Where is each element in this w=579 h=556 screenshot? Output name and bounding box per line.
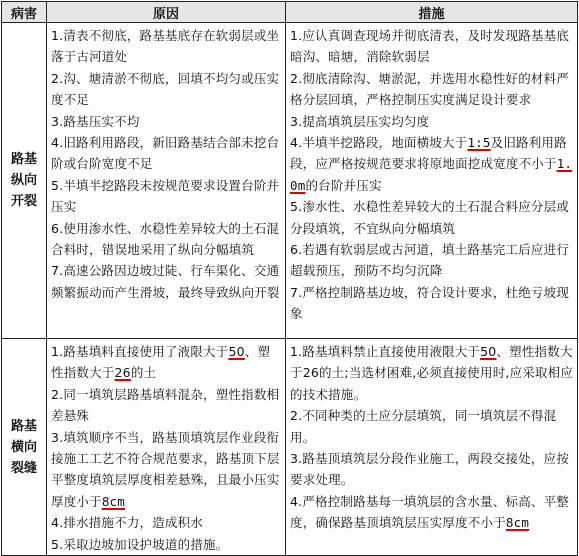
measure-item: 7.严格控制路基边坡，符合设计要求，杜绝亏坡现象 — [290, 284, 570, 322]
cause-text: 3.填筑顺序不当，路基顶填筑层作业段衔接施工工艺不符合规范要求，路基顶下层平整度填筑层厚度相差悬殊，且最小压实厚度小于 — [51, 429, 280, 509]
category-label: 路基横向裂缝 — [10, 418, 37, 476]
table-row — [2, 23, 578, 339]
cause-text: 1.路基填料直接使用了液限大于 — [51, 344, 229, 359]
cause-item: 4.排水措施不力，造成积水 — [51, 515, 204, 531]
header-cause: 原因 — [47, 2, 286, 23]
step-width-value: 1.0m — [290, 156, 573, 193]
min-thickness-value: 8cm — [505, 515, 530, 531]
slope-value: 1:5 — [467, 135, 491, 151]
cause-item: 3.路基压实不均 — [51, 113, 140, 129]
liquid-limit-value: 50 — [228, 344, 245, 359]
measure-item — [290, 132, 574, 196]
measure-text: 、塑性指数大于26的土;当选材困难,必须直接使用时,应采取相应的技术措施。 — [290, 344, 574, 402]
disease-measures-table — [1, 1, 578, 556]
liquid-limit-value: 50 — [480, 344, 497, 359]
cause-item: 4.旧路利用路段，新旧路基结合部未挖台阶或台阶宽度不足 — [51, 135, 280, 172]
header-row — [2, 2, 578, 23]
measure-item: 5.渗水性、水稳性差异较大的土石混合料应分层或分段填筑，不宜纵向分幅填筑 — [290, 199, 570, 236]
min-thickness-value: 8cm — [101, 493, 125, 509]
measure-text: 4.半填半挖路段，地面横坡大于 — [290, 135, 468, 151]
cause-item: 6.使用渗水性、水稳性差异较大的土石混合料时，错误地采用了纵向分幅填筑 — [51, 220, 280, 258]
measure-cell — [286, 339, 578, 556]
cause-item: 2.同一填筑层路基填料混杂，塑性指数相差悬殊 — [51, 386, 280, 424]
plasticity-index-value: 26 — [114, 365, 131, 381]
cause-text: 、塑性指数大于 — [51, 344, 271, 381]
measure-cell — [286, 23, 578, 339]
measure-item: 3.路基顶填筑层分段作业施工，两段交接处，应按要求处理。 — [290, 451, 570, 488]
header-category: 病害 — [2, 2, 47, 23]
measure-text: 的台阶并压实 — [305, 177, 382, 193]
cause-item: 5.半填半挖路段未按规范要求设置台阶并压实 — [51, 177, 280, 215]
cause-text: 的土 — [130, 365, 157, 381]
cause-cell — [47, 339, 286, 556]
cause-item: 1.清表不彻底，路基基底存在软弱层或坐落于古河道处 — [51, 28, 280, 65]
category-cell — [2, 23, 47, 339]
category-label: 路基纵向开裂 — [10, 152, 37, 209]
cause-item: 7.高速公路因边坡过陡、行车渠化、交通频繁振动而产生滑坡，最终导致纵向开裂 — [51, 263, 280, 300]
cause-item: 2.沟、塘清淤不彻底，回填不均匀或压实度不足 — [51, 70, 280, 108]
header-measure: 措施 — [286, 2, 578, 23]
measure-item — [290, 341, 574, 405]
cause-item: 5.采取边坡加设护坡道的措施。 — [51, 536, 229, 552]
measure-item: 1.应认真调查现场并彻底清表，及时发现路基基底暗沟、暗塘，消除软弱层 — [290, 28, 570, 65]
measure-item: 2.不同种类的土应分层填筑，同一填筑层不得混用。 — [290, 408, 557, 445]
measure-text: 1.路基填料禁止直接使用液限大于 — [290, 344, 481, 359]
measure-text: 4.严格控制路基每一填筑层的含水量、标高、平整度，确保路基顶填筑层压实厚度不小于 — [290, 493, 570, 531]
cause-cell — [47, 23, 286, 339]
measure-text: 及旧路利用路段，应严格按规范要求将原地面挖成宽度不小于 — [290, 135, 567, 172]
cause-item — [51, 341, 282, 384]
category-cell — [2, 339, 47, 556]
cause-item — [51, 427, 282, 513]
measure-item: 6.若遇有软弱层或古河道，填土路基完工后应进行超载预压，预防不均匀沉降 — [290, 242, 570, 279]
table-row — [2, 339, 578, 556]
measure-item — [290, 491, 574, 534]
measure-item: 2.彻底清除沟、塘淤泥，并选用水稳性好的材料严格分层回填，严格控制压实度满足设计要求 — [290, 70, 570, 108]
measure-item: 3.提高填筑层压实均匀度 — [290, 113, 430, 129]
